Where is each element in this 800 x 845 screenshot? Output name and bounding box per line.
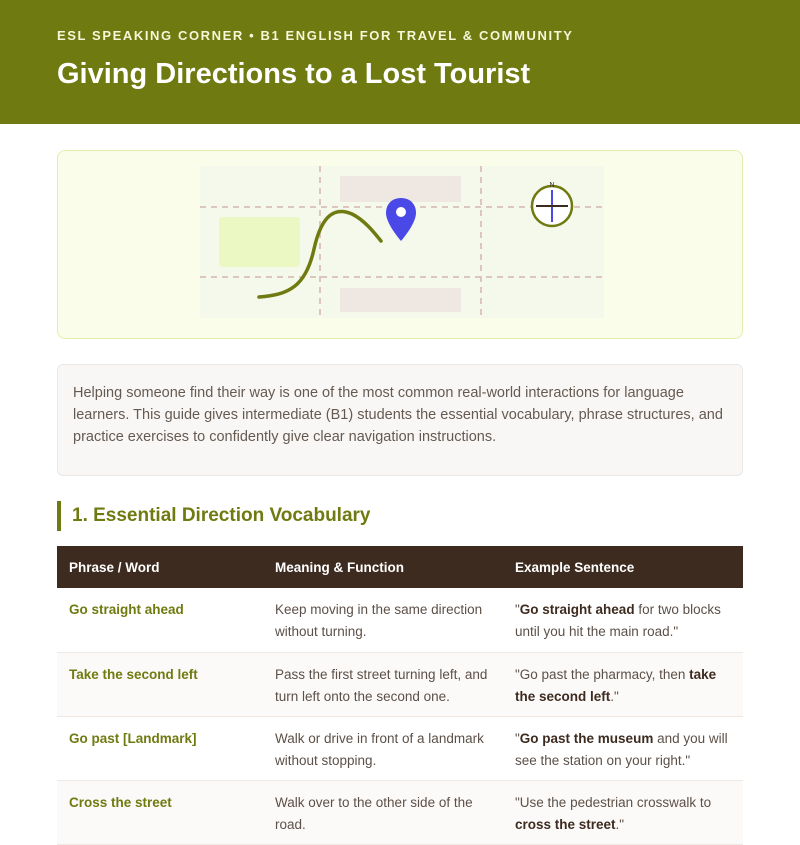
example-text: " [515, 730, 520, 746]
map-park [219, 217, 300, 267]
example-text: ." [615, 816, 625, 832]
section-title-vocabulary: 1. Essential Direction Vocabulary [57, 501, 370, 531]
header-eyebrow: ESL SPEAKING CORNER • B1 ENGLISH FOR TRAVEL & COMMUNITY [57, 28, 574, 43]
map-illustration [58, 151, 744, 340]
example-highlight: Go straight ahead [519, 602, 635, 617]
example-text: for two blocks until you hit the main road." [515, 602, 721, 639]
cell-phrase: Take the second left [57, 652, 263, 716]
example-highlight: Go past the museum [519, 730, 654, 746]
cell-example [503, 780, 743, 844]
cell-meaning: Keep moving in the same direction without turning. [263, 588, 503, 652]
cell-meaning: Pass the first street turning left, and turn left onto the second one. [263, 652, 503, 716]
intro-text: Helping someone find their way is one of the most common real-world interactions for language learners. This guide gives intermediate (B1) students the essential vocabulary, phrase structures, and practice exercises to confidently give clear navigation instructions. [73, 385, 723, 445]
compass-north-label: N [549, 182, 555, 189]
page-title: Giving Directions to a Lost Tourist [57, 58, 531, 90]
cell-example [503, 716, 743, 780]
example-text: "Go past the pharmacy, then [515, 666, 690, 682]
map-building-bottom [340, 288, 461, 312]
example-highlight: cross the street [515, 816, 616, 832]
intro-box [57, 364, 743, 476]
table-row [57, 588, 743, 652]
cell-example [503, 652, 743, 716]
cell-phrase: Go straight ahead [57, 588, 263, 652]
example-text: ." [610, 688, 619, 704]
cell-example [503, 588, 743, 652]
vocabulary-table [57, 546, 743, 845]
header-phrase: Phrase / Word [57, 546, 263, 588]
example-highlight: take the second left [515, 666, 717, 704]
example-text: and you will see the station on your right." [515, 730, 728, 768]
header-example: Example Sentence [503, 546, 743, 588]
page-header [0, 0, 800, 124]
table-row [57, 652, 743, 716]
cell-phrase: Cross the street [57, 780, 263, 844]
table-row [57, 716, 743, 780]
example-text: "Use the pedestrian crosswalk to [515, 794, 712, 810]
example-text: " [515, 602, 520, 617]
header-meaning: Meaning & Function [263, 546, 503, 588]
hero-map-illustration [57, 150, 743, 339]
cell-meaning: Walk over to the other side of the road. [263, 780, 503, 844]
cell-phrase: Go past [Landmark] [57, 716, 263, 780]
cell-meaning: Walk or drive in front of a landmark without stopping. [263, 716, 503, 780]
table-row [57, 780, 743, 844]
table-header-row [57, 546, 743, 588]
